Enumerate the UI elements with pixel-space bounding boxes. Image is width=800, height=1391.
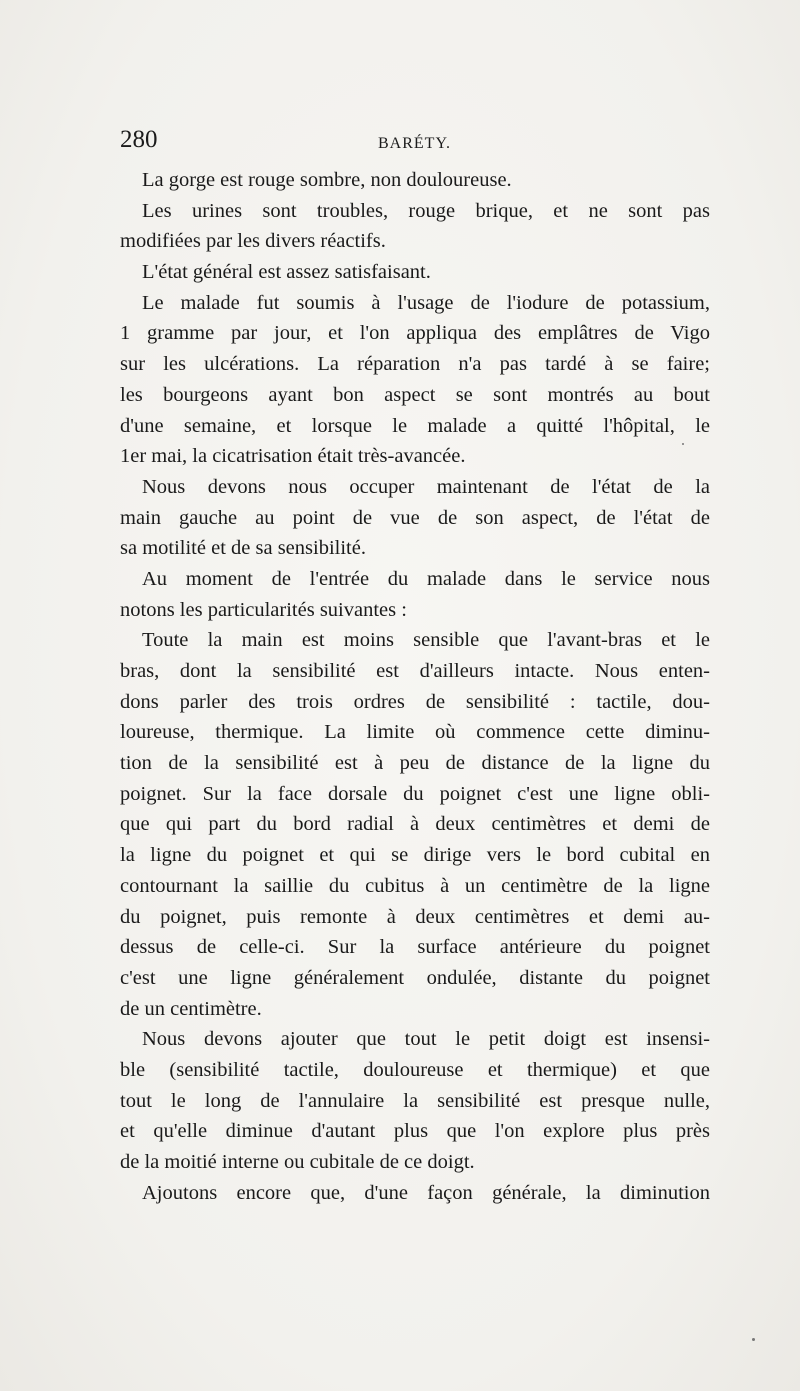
text-line: ble (sensibilité tactile, douloureuse et thermique) et que	[120, 1058, 710, 1081]
text-line: et qu'elle diminue d'autant plus que l'on explore plus près	[120, 1120, 710, 1143]
text-line: Toute la main est moins sensible que l'avant-bras et le	[142, 629, 710, 652]
text-line: Au moment de l'entrée du malade dans le service nous	[142, 567, 710, 590]
text-line: Nous devons ajouter que tout le petit doigt est insensi-	[142, 1028, 710, 1051]
body-text	[120, 165, 710, 1208]
text-line: Ajoutons encore que, d'une façon générale, la diminution	[142, 1181, 710, 1204]
text-line: La gorge est rouge sombre, non douloureuse.	[142, 169, 512, 191]
text-line: main gauche au point de vue de son aspect, de l'état de	[120, 506, 710, 529]
text-line: Nous devons nous occuper maintenant de l'état de la	[142, 475, 710, 498]
text-line: de un centimètre.	[120, 997, 262, 1020]
text-line: notons les particularités suivantes :	[120, 598, 407, 621]
paper-speck	[752, 1338, 755, 1341]
text-line: de la moitié interne ou cubitale de ce doigt.	[120, 1151, 475, 1173]
text-line: bras, dont la sensibilité est d'ailleurs intacte. Nous enten-	[120, 660, 710, 682]
text-line: la ligne du poignet et qui se dirige vers le bord cubital en	[120, 844, 710, 867]
text-line: tion de la sensibilité est à peu de distance de la ligne du	[120, 752, 710, 775]
text-line: que qui part du bord radial à deux centimètres et demi de	[120, 813, 710, 836]
text-line: poignet. Sur la face dorsale du poignet c'est une ligne obli-	[120, 782, 710, 805]
text-line: 1er mai, la cicatrisation était très-avancée.	[120, 445, 466, 468]
text-line: L'état général est assez satisfaisant.	[142, 261, 431, 284]
paper-speck	[682, 443, 684, 445]
text-line: c'est une ligne généralement ondulée, distante du poignet	[120, 966, 710, 989]
text-line: Le malade fut soumis à l'usage de l'iodure de potassium,	[142, 291, 710, 314]
text-line: loureuse, thermique. La limite où commence cette diminu-	[120, 721, 710, 744]
text-line: contournant la saillie du cubitus à un centimètre de la ligne	[120, 874, 710, 897]
text-line: du poignet, puis remonte à deux centimètres et demi au-	[120, 905, 710, 928]
text-line: les bourgeons ayant bon aspect se sont montrés au bout	[120, 383, 710, 406]
text-line: 1 gramme par jour, et l'on appliqua des emplâtres de Vigo	[120, 322, 710, 345]
page-header	[120, 126, 710, 160]
running-head: BARÉTY.	[378, 135, 451, 152]
text-line: tout le long de l'annulaire la sensibilité est presque nulle,	[120, 1089, 710, 1112]
text-line: dessus de celle-ci. Sur la surface antérieure du poignet	[120, 936, 710, 959]
text-line: dons parler des trois ordres de sensibilité : tactile, dou-	[120, 690, 710, 713]
text-line: Les urines sont troubles, rouge brique, et ne sont pas	[142, 199, 710, 222]
text-line: sur les ulcérations. La réparation n'a pas tardé à se faire;	[120, 353, 710, 376]
text-line: sa motilité et de sa sensibilité.	[120, 537, 366, 560]
page-number: 280	[120, 126, 158, 153]
text-line: d'une semaine, et lorsque le malade a quitté l'hôpital, le	[120, 414, 710, 437]
text-line: modifiées par les divers réactifs.	[120, 230, 386, 253]
